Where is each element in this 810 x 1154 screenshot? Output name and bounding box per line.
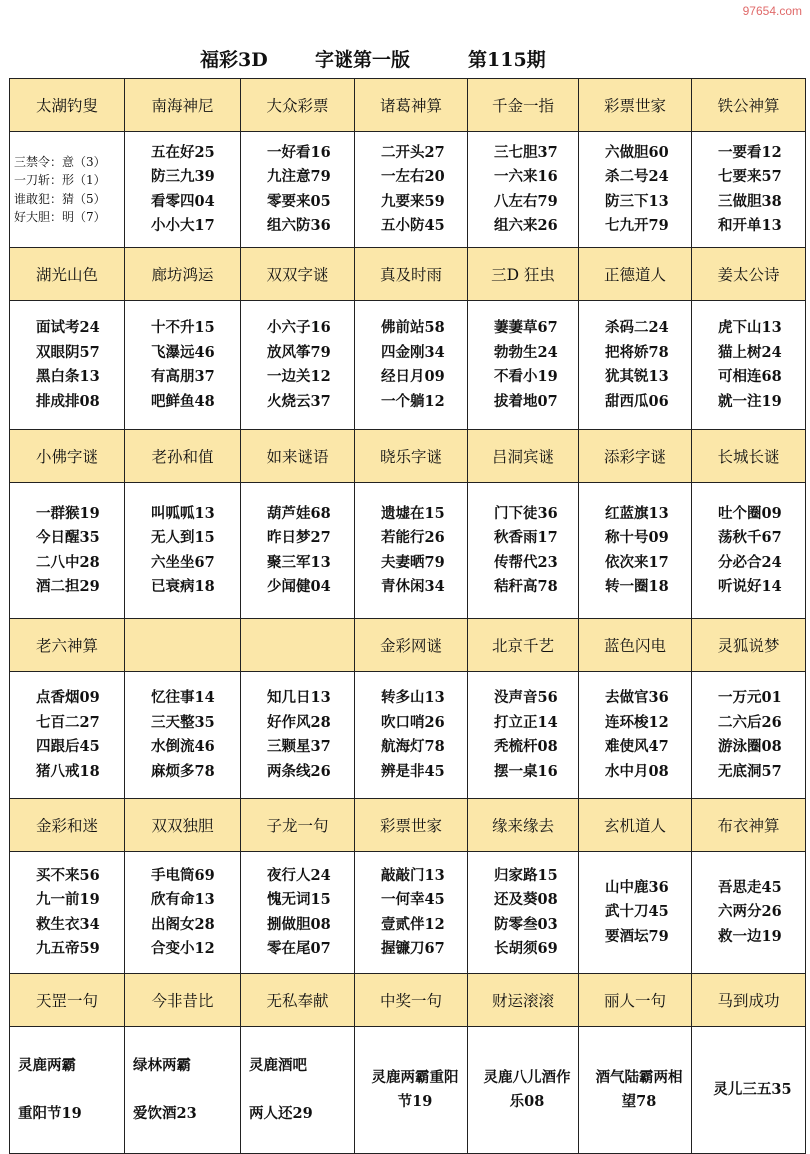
entries-cell [125,301,241,430]
riddle-line: 昨日梦27 [267,529,331,546]
riddle-line: 酒气陆霸两相望78 [595,1069,683,1110]
header-row [10,974,806,1027]
column-header: 添彩字谜 [579,430,692,483]
column-header: 廊坊鸿运 [125,248,241,301]
riddle-line: 重阳节19 [18,1105,82,1122]
riddle-line: 三天整35 [151,713,215,731]
riddle-line: 一万元01 [718,689,782,706]
riddle-line: 还及葵08 [494,891,558,908]
column-header: 老六神算 [10,619,125,672]
riddle-line: 三颗星37 [267,738,331,755]
entries-row [10,672,806,799]
riddle-line: 爱饮酒23 [133,1105,197,1122]
riddle-line: 连环梭12 [605,713,669,731]
riddle-line: 两条线26 [267,762,331,780]
riddle-line: 青休闲34 [381,578,445,595]
riddle-line: 小六子16 [267,319,331,336]
riddle-line: 三做胆38 [718,192,782,210]
riddle-line: 把将娇78 [605,343,669,361]
riddle-line: 不看小19 [494,368,558,385]
column-header: 晓乐字谜 [355,430,468,483]
entries-cell [241,483,355,619]
column-header: 今非昔比 [125,974,241,1027]
riddle-line: 吧鲜鱼48 [151,392,215,410]
entries-cell [579,301,692,430]
riddle-line: 飞瀑远46 [151,343,215,361]
riddle-line: 无底洞57 [718,762,782,780]
column-header: 子龙一句 [241,799,355,852]
entries-cell [125,132,241,248]
riddle-line: 转一圈18 [605,578,669,595]
entries-cell [10,852,125,974]
riddle-line: 灵鹿两霸 [18,1057,76,1074]
column-header: 双双独胆 [125,799,241,852]
entries-cell [125,852,241,974]
riddle-line: 防三下13 [605,192,669,210]
watermark-text: 97654.com [742,4,802,18]
riddle-line: 转多山13 [381,689,445,706]
entries-cell [579,483,692,619]
column-header: 吕洞宾谜 [468,430,579,483]
column-header: 正德道人 [579,248,692,301]
riddle-line: 看零四04 [151,192,215,210]
column-header: 中奖一句 [355,974,468,1027]
entries-cell [125,672,241,799]
riddle-line: 十不升15 [151,319,215,336]
column-header: 彩票世家 [579,79,692,132]
entries-cell [468,852,579,974]
riddle-line: 经日月09 [381,368,445,385]
riddle-line: 佛前站58 [381,319,445,336]
riddle-line: 火烧云37 [267,392,331,410]
riddle-line: 武十刀45 [605,903,669,921]
riddle-line: 出阁女28 [151,915,215,933]
entries-cell [692,852,806,974]
column-header: 千金一指 [468,79,579,132]
riddle-line: 传帮代23 [494,553,558,571]
entries-cell [241,672,355,799]
riddle-line: 小小大17 [151,217,215,234]
riddle-line: 叫呱呱13 [151,504,215,522]
entries-cell [355,132,468,248]
riddle-line: 好作风28 [267,713,331,731]
riddle-line: 黑白条13 [36,368,100,385]
entries-cell [10,672,125,799]
column-header: 太湖钓叟 [10,79,125,132]
riddle-line: 欣有命13 [151,891,215,908]
riddle-line: 水倒流46 [151,738,215,755]
page-title [0,45,810,75]
riddle-line: 七百二27 [36,713,100,731]
riddle-line: 遗墟在15 [381,504,445,522]
riddle-line: 葫芦娃68 [267,504,331,522]
title-edition: 字谜第一版 [315,49,411,71]
riddle-line: 七九开79 [605,217,669,234]
riddle-line: 零要来05 [267,192,331,210]
riddle-line: 愧无词15 [267,891,331,908]
riddle-line: 排成排08 [36,392,100,410]
riddle-line: 一刀斩：形（1） [14,173,106,187]
riddle-line: 和开单13 [718,217,782,234]
column-header: 双双字谜 [241,248,355,301]
riddle-line: 灵鹿八儿酒作乐08 [483,1069,571,1110]
header-row [10,430,806,483]
entries-cell [10,483,125,619]
riddle-line: 绿林两霸 [133,1057,191,1074]
entries-cell [579,132,692,248]
riddle-line: 五小防45 [381,217,445,234]
entries-cell [355,301,468,430]
column-header: 金彩网谜 [355,619,468,672]
riddle-line: 好大胆：明（7） [14,210,106,224]
riddle-line: 六做胆60 [605,143,669,161]
column-header: 湖光山色 [10,248,125,301]
column-header: 诸葛神算 [355,79,468,132]
column-header: 大众彩票 [241,79,355,132]
riddle-line: 杀二号24 [605,168,669,185]
riddle-line: 九五帝59 [36,940,100,957]
riddle-line: 捌做胆08 [267,915,331,933]
riddle-line: 四跟后45 [36,738,100,755]
riddle-line: 一六来16 [494,168,558,185]
entries-cell [468,483,579,619]
riddle-line: 双眼阴57 [36,343,100,361]
riddle-grid [9,78,806,1154]
riddle-line: 七要来57 [718,168,782,185]
riddle-line: 水中月08 [605,762,669,780]
column-header: 财运滚滚 [468,974,579,1027]
column-header [125,619,241,672]
riddle-line: 萋萋草67 [494,319,558,336]
entries-cell [10,132,125,248]
riddle-line: 二六后26 [718,713,782,731]
column-header: 南海神尼 [125,79,241,132]
entries-cell [692,672,806,799]
riddle-line: 荡秋千67 [718,529,782,546]
column-header [241,619,355,672]
riddle-line: 聚三军13 [267,553,331,571]
riddle-line: 难使风47 [605,738,669,755]
column-header: 长城长谜 [692,430,806,483]
column-header: 北京千艺 [468,619,579,672]
riddle-line: 甜西瓜06 [605,392,669,410]
riddle-line: 吐个圈09 [718,504,782,522]
riddle-line: 六两分26 [718,903,782,921]
entries-cell [355,483,468,619]
entries-row [10,483,806,619]
riddle-line: 杀码二24 [605,319,669,336]
entries-cell [692,483,806,619]
riddle-line: 无人到15 [151,529,215,546]
riddle-line: 一群猴19 [36,504,100,522]
riddle-line: 门下徒36 [494,504,558,522]
riddle-line: 一左右20 [381,168,445,185]
column-header: 小佛字谜 [10,430,125,483]
riddle-line: 要酒坛79 [605,927,669,945]
entries-cell [692,1027,806,1154]
riddle-line: 灵儿三五35 [713,1081,792,1098]
riddle-line: 去做官36 [605,689,669,706]
entries-cell [10,301,125,430]
riddle-line: 一何幸45 [381,891,445,908]
riddle-line: 组六防36 [267,217,331,234]
header-row [10,248,806,301]
riddle-line: 五在好25 [151,143,215,161]
riddle-line: 若能行26 [381,529,445,546]
entries-cell [355,1027,468,1154]
riddle-line: 防零叁03 [494,915,558,933]
riddle-line: 秸秆高78 [494,578,558,595]
column-header: 姜太公诗 [692,248,806,301]
riddle-line: 敲敲门13 [381,866,445,884]
entries-row [10,1027,806,1154]
riddle-line: 一好看16 [267,143,331,161]
riddle-line: 猪八戒18 [36,762,100,780]
riddle-line: 握镰刀67 [381,940,445,957]
riddle-line: 麻烦多78 [151,762,215,780]
entries-cell [579,672,692,799]
entries-cell [468,672,579,799]
entries-cell [241,132,355,248]
column-header: 无私奉献 [241,974,355,1027]
column-header: 如来谜语 [241,430,355,483]
riddle-line: 有高朋37 [151,368,215,385]
riddle-line: 山中鹿36 [605,878,669,896]
header-row [10,79,806,132]
riddle-line: 八左右79 [494,192,558,210]
entries-row [10,852,806,974]
entries-cell [692,301,806,430]
entries-cell [355,852,468,974]
riddle-line: 归家路15 [494,866,558,884]
column-header: 丽人一句 [579,974,692,1027]
riddle-line: 零在尾07 [267,940,331,957]
riddle-line: 吾思走45 [718,878,782,896]
riddle-line: 称十号09 [605,529,669,546]
riddle-line: 手电筒69 [151,866,215,884]
riddle-line: 吹口哨26 [381,713,445,731]
riddle-line: 九要来59 [381,192,445,210]
riddle-line: 面试考24 [36,319,100,336]
riddle-line: 二八中28 [36,553,100,571]
riddle-line: 摆一桌16 [494,762,558,780]
riddle-line: 猫上树24 [718,343,782,361]
riddle-line: 依次来17 [605,553,669,571]
riddle-line: 酒二担29 [36,578,100,595]
riddle-line: 三七胆37 [494,143,558,161]
riddle-line: 秃梳杆08 [494,738,558,755]
column-header: 金彩和迷 [10,799,125,852]
riddle-line: 犹其锐13 [605,368,669,385]
riddle-line: 少闻健04 [267,578,331,595]
entries-cell [355,672,468,799]
riddle-line: 防三九39 [151,168,215,185]
entries-row [10,301,806,430]
entries-row [10,132,806,248]
entries-cell [468,132,579,248]
column-header: 缘来缘去 [468,799,579,852]
riddle-line: 忆往事14 [151,689,215,706]
riddle-line: 今日醒35 [36,529,100,546]
title-lottery: 福彩3D [200,49,268,71]
entries-cell [10,1027,125,1154]
riddle-line: 一要看12 [718,143,782,161]
riddle-line: 分必合24 [718,553,782,571]
riddle-line: 四金刚34 [381,343,445,361]
riddle-line: 二开头27 [381,143,445,161]
riddle-line: 救一边19 [718,927,782,945]
riddle-line: 谁敢犯：猜（5） [14,191,106,206]
column-header: 天罡一句 [10,974,125,1027]
entries-cell [579,852,692,974]
column-header: 布衣神算 [692,799,806,852]
riddle-line: 长胡须69 [494,940,558,957]
entries-cell [241,301,355,430]
entries-cell [241,852,355,974]
title-issue: 第115期 [468,49,546,71]
riddle-line: 救生衣34 [36,915,100,933]
riddle-line: 航海灯78 [381,738,445,755]
column-header: 铁公神算 [692,79,806,132]
riddle-line: 秋香雨17 [494,529,558,546]
header-row [10,619,806,672]
riddle-line: 壹贰伴12 [381,915,445,933]
riddle-line: 灵鹿两霸重阳节19 [371,1069,459,1110]
entries-cell [468,301,579,430]
riddle-line: 拔着地07 [494,392,558,410]
entries-cell [692,132,806,248]
riddle-line: 已衰病18 [151,578,215,595]
riddle-line: 一边关12 [267,368,331,385]
entries-cell [125,483,241,619]
riddle-line: 打立正14 [494,713,558,731]
entries-cell [579,1027,692,1154]
column-header: 玄机道人 [579,799,692,852]
header-row [10,799,806,852]
riddle-line: 辨是非45 [381,762,445,780]
column-header: 蓝色闪电 [579,619,692,672]
riddle-line: 点香烟09 [36,689,100,706]
riddle-line: 夫妻晒79 [381,553,445,571]
riddle-line: 合变小12 [151,940,215,957]
riddle-line: 游泳圈08 [718,738,782,755]
entries-cell [125,1027,241,1154]
riddle-line: 勃勃生24 [494,343,558,361]
riddle-line: 买不来56 [36,866,100,884]
riddle-line: 六坐坐67 [151,553,215,571]
column-header: 真及时雨 [355,248,468,301]
entries-cell [241,1027,355,1154]
riddle-line: 可相连68 [718,368,782,385]
riddle-line: 九注意79 [267,168,331,185]
riddle-line: 红蓝旗13 [605,504,669,522]
column-header: 灵狐说梦 [692,619,806,672]
riddle-line: 没声音56 [494,689,558,706]
column-header: 彩票世家 [355,799,468,852]
riddle-line: 九一前19 [36,891,100,908]
riddle-line: 两人还29 [249,1105,313,1122]
column-header: 老孙和值 [125,430,241,483]
riddle-line: 虎下山13 [718,319,782,336]
entries-cell [468,1027,579,1154]
column-header: 马到成功 [692,974,806,1027]
riddle-line: 知几日13 [267,689,331,706]
riddle-line: 组六来26 [494,217,558,234]
riddle-line: 夜行人24 [267,866,331,884]
riddle-line: 三禁令：意（3） [14,154,106,169]
riddle-line: 一个躺12 [381,392,445,410]
riddle-line: 放风筝79 [267,343,331,361]
column-header: 三D 狂虫 [468,248,579,301]
riddle-line: 就一注19 [718,392,782,410]
riddle-line: 听说好14 [718,578,782,595]
riddle-line: 灵鹿酒吧 [249,1057,307,1074]
